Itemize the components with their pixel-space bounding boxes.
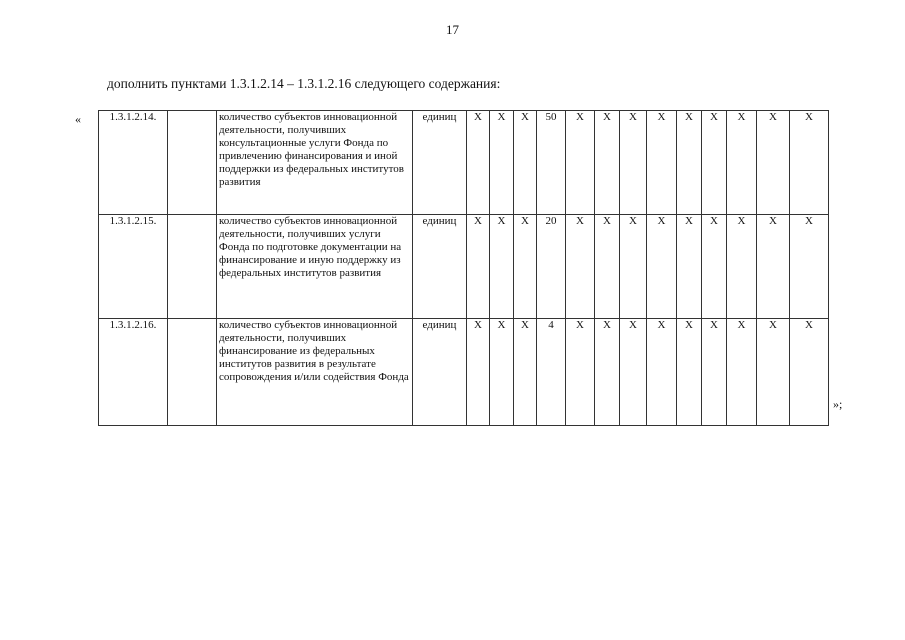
intro-text: дополнить пунктами 1.3.1.2.14 – 1.3.1.2.16 следующего содержания: xyxy=(107,76,501,91)
value-cell: Х xyxy=(647,215,677,319)
value-cell: Х xyxy=(757,111,790,215)
page-number: 17 xyxy=(446,22,459,37)
value-cell: Х xyxy=(514,215,537,319)
value-cell: Х xyxy=(790,111,829,215)
unit-cell: единиц xyxy=(413,319,467,426)
row-number-cell: 1.3.1.2.16. xyxy=(99,319,168,426)
value-cell: Х xyxy=(620,319,647,426)
value-cell: Х xyxy=(595,319,620,426)
value-cell: Х xyxy=(514,111,537,215)
value-cell: Х xyxy=(677,215,702,319)
value-cell: 20 xyxy=(537,215,566,319)
table-row xyxy=(99,215,829,319)
description-cell: количество субъектов инновационной деятельности, получивших услуги Фонда по подготовке документации на финансирование и иную поддержку из федеральных институтов развития xyxy=(217,215,413,319)
value-cell: 50 xyxy=(537,111,566,215)
value-cell: Х xyxy=(677,111,702,215)
value-cell: Х xyxy=(620,215,647,319)
empty-cell xyxy=(168,215,217,319)
value-cell: Х xyxy=(677,319,702,426)
value-cell: 4 xyxy=(537,319,566,426)
row-number-cell: 1.3.1.2.14. xyxy=(99,111,168,215)
value-cell: Х xyxy=(490,319,514,426)
value-cell: Х xyxy=(647,319,677,426)
value-cell: Х xyxy=(490,215,514,319)
table-row xyxy=(99,111,829,215)
value-cell: Х xyxy=(727,319,757,426)
indicators-table xyxy=(98,110,829,426)
value-cell: Х xyxy=(467,215,490,319)
value-cell: Х xyxy=(727,111,757,215)
table-row xyxy=(99,319,829,426)
value-cell: Х xyxy=(790,215,829,319)
value-cell: Х xyxy=(566,215,595,319)
value-cell: Х xyxy=(702,319,727,426)
value-cell: Х xyxy=(620,111,647,215)
value-cell: Х xyxy=(702,215,727,319)
value-cell: Х xyxy=(566,111,595,215)
value-cell: Х xyxy=(757,215,790,319)
value-cell: Х xyxy=(727,215,757,319)
value-cell: Х xyxy=(595,111,620,215)
empty-cell xyxy=(168,111,217,215)
value-cell: Х xyxy=(467,111,490,215)
opening-quote-mark: « xyxy=(75,112,81,126)
value-cell: Х xyxy=(647,111,677,215)
value-cell: Х xyxy=(702,111,727,215)
row-number-cell: 1.3.1.2.15. xyxy=(99,215,168,319)
description-cell: количество субъектов инновационной деятельности, получивших финансирование из федеральных институтов развития в результате сопровождения и/или содействия Фонда xyxy=(217,319,413,426)
unit-cell: единиц xyxy=(413,111,467,215)
value-cell: Х xyxy=(514,319,537,426)
value-cell: Х xyxy=(790,319,829,426)
value-cell: Х xyxy=(595,215,620,319)
value-cell: Х xyxy=(467,319,490,426)
unit-cell: единиц xyxy=(413,215,467,319)
value-cell: Х xyxy=(490,111,514,215)
closing-quote-mark: »; xyxy=(833,397,843,411)
value-cell: Х xyxy=(566,319,595,426)
value-cell: Х xyxy=(757,319,790,426)
empty-cell xyxy=(168,319,217,426)
description-cell: количество субъектов инновационной деятельности, получивших консультационные услуги Фонда по привлечению финансирования и иной поддержки из федеральных институтов развития xyxy=(217,111,413,215)
